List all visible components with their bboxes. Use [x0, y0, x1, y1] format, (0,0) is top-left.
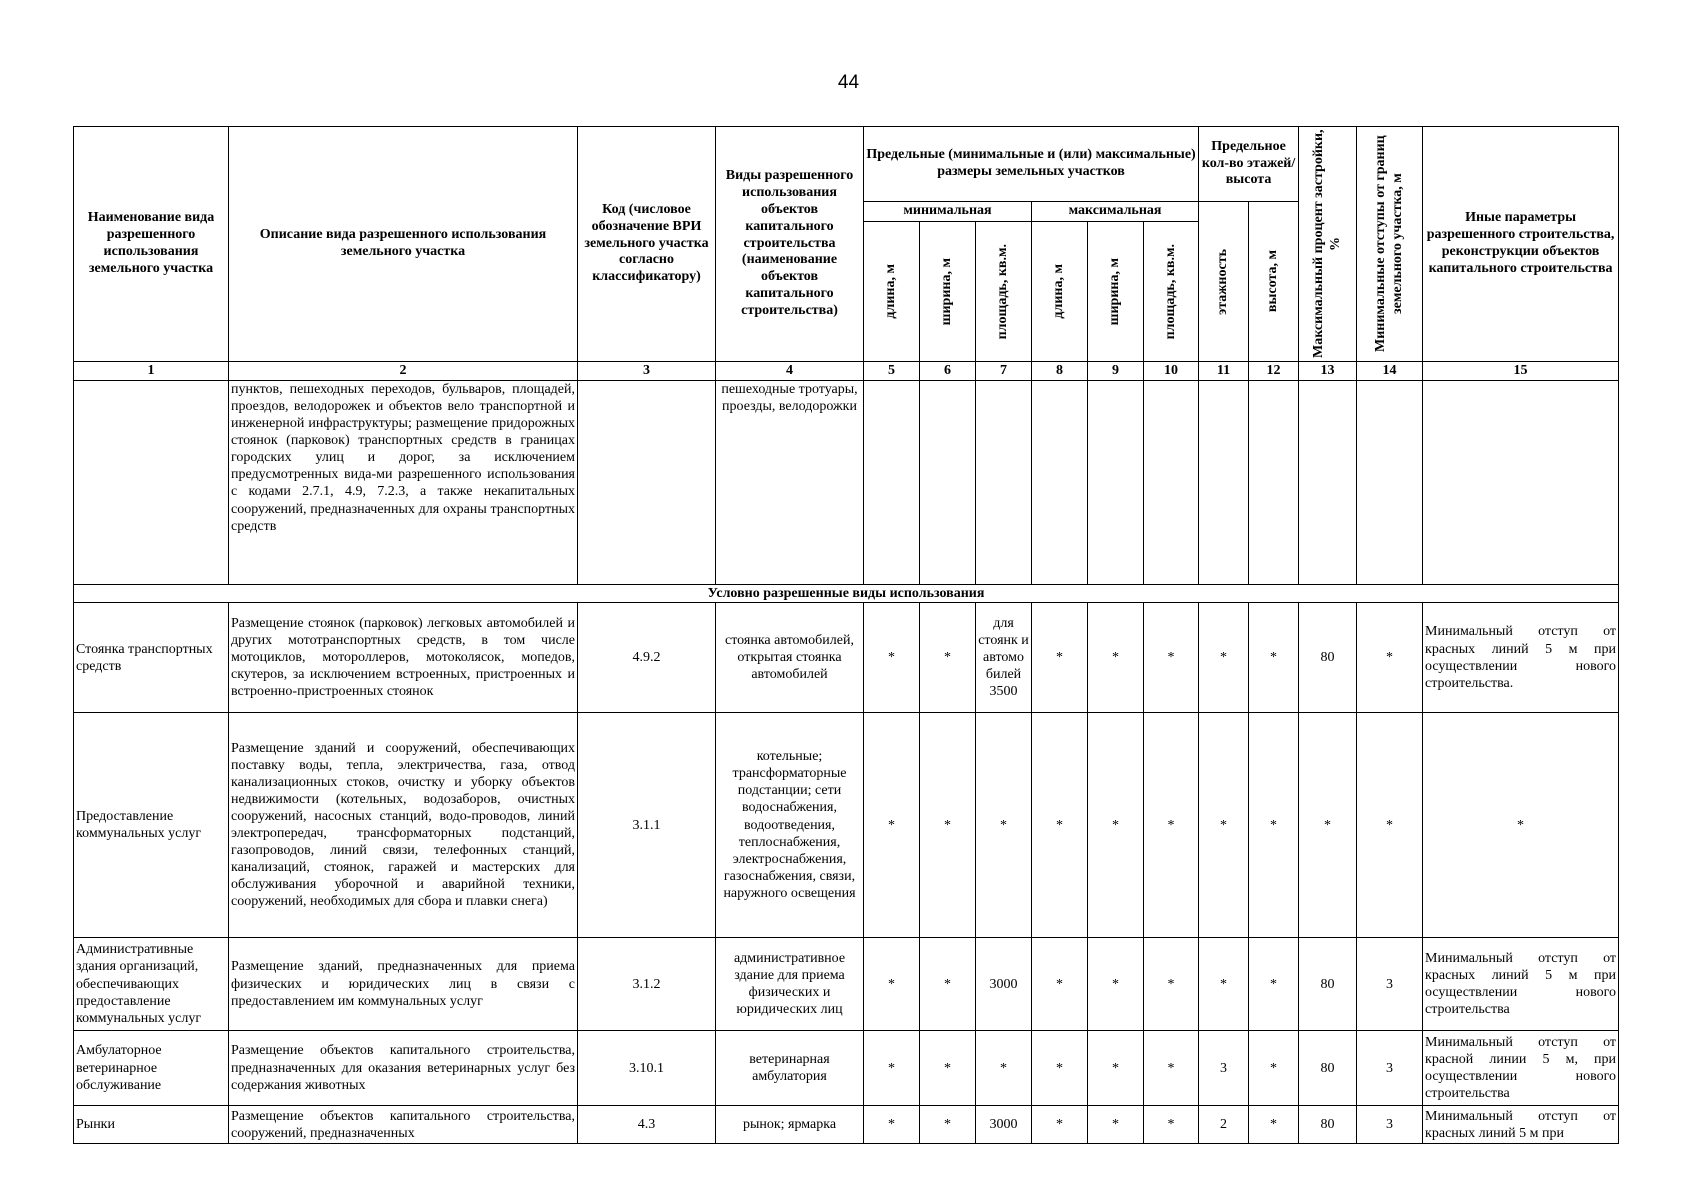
- cell-name: Амбулаторное ветеринарное обслуживание: [74, 1031, 229, 1106]
- cell-max-width: *: [1088, 713, 1144, 938]
- section-title: Условно разрешенные виды использования: [74, 585, 1619, 603]
- column-number: 14: [1357, 362, 1423, 381]
- cell-empty: [976, 381, 1032, 585]
- cell-objects: рынок; ярмарка: [716, 1106, 864, 1144]
- cell-empty: [1299, 381, 1357, 585]
- cell-min-area: *: [976, 1031, 1032, 1106]
- header-min-width-text: ширина, м: [939, 257, 955, 326]
- cell-min-width: *: [920, 713, 976, 938]
- cell-empty: [1032, 381, 1088, 585]
- column-number: 8: [1032, 362, 1088, 381]
- cell-description: Размещение объектов капитального строительства, предназначенных для оказания ветеринарных услуг без содержания животных: [229, 1031, 578, 1106]
- header-maximum: максимальная: [1032, 202, 1199, 222]
- cell-empty: [1144, 381, 1199, 585]
- cell-min-length: *: [864, 938, 920, 1031]
- cell-objects: котельные; трансформаторные подстанции; сети водоснабжения, водоотведения, теплоснабжения, электроснабжения, газоснабжения, связи, наружного освещения: [716, 713, 864, 938]
- header-minimum: минимальная: [864, 202, 1032, 222]
- cell-empty: [1088, 381, 1144, 585]
- cell-description: Размещение объектов капитального строительства, сооружений, предназначенных: [229, 1106, 578, 1144]
- cell-empty: [1199, 381, 1249, 585]
- cell-objects: стоянка автомобилей, открытая стоянка автомобилей: [716, 603, 864, 713]
- cell-empty: [864, 381, 920, 585]
- cell-height: *: [1249, 1031, 1299, 1106]
- cell-code: 4.9.2: [578, 603, 716, 713]
- cell-other-parameters: Минимальный отступ от красных линий 5 м при: [1423, 1106, 1619, 1144]
- cell-description: Размещение стоянок (парковок) легковых автомобилей и других мототранспортных средств, в том числе мотоциклов, мотороллеров, мотоколясок, мопедов, скутеров, за исключением встроенных, пристроенных и встроенно-пристроенных стоянок: [229, 603, 578, 713]
- header-plot-size-limits: Предельные (минимальные и (или) максимальные) размеры земельных участков: [864, 127, 1199, 202]
- column-number: 1: [74, 362, 229, 381]
- cell-floors: 2: [1199, 1106, 1249, 1144]
- cell-name: Административные здания организаций, обеспечивающих предоставление коммунальных услуг: [74, 938, 229, 1031]
- cell-min-width: *: [920, 603, 976, 713]
- cell-max-area: *: [1144, 603, 1199, 713]
- cell-min-length: *: [864, 603, 920, 713]
- header-height: [1249, 202, 1299, 362]
- column-number: 6: [920, 362, 976, 381]
- header-code: Код (числовое обозначение ВРИ земельного участка согласно классификатору): [578, 127, 716, 362]
- column-number: 4: [716, 362, 864, 381]
- cell-height: *: [1249, 938, 1299, 1031]
- cell-description: Размещение зданий, предназначенных для приема физических и юридических лиц в связи с предоставлением им коммунальных услуг: [229, 938, 578, 1031]
- cell-objects: административное здание для приема физических и юридических лиц: [716, 938, 864, 1031]
- cell-min-setback: 3: [1357, 938, 1423, 1031]
- cell-min-width: *: [920, 1031, 976, 1106]
- cell-code: 3.1.2: [578, 938, 716, 1031]
- cell-other-parameters: *: [1423, 713, 1619, 938]
- header-max-width: [1088, 222, 1144, 362]
- cell-floors: *: [1199, 603, 1249, 713]
- header-floors-height-limits: Предельное кол-во этажей/ высота: [1199, 127, 1299, 202]
- cell-objects: пешеходные тротуары, проезды, велодорожки: [716, 381, 864, 585]
- cell-min-setback: 3: [1357, 1106, 1423, 1144]
- cell-name: Рынки: [74, 1106, 229, 1144]
- table-row: [74, 1031, 1619, 1106]
- header-floors-text: этажность: [1215, 248, 1231, 315]
- cell-floors: 3: [1199, 1031, 1249, 1106]
- header-capital-objects: Виды разрешенного использования объектов капитального строительства (наименование объектов капитального строительства): [716, 127, 864, 362]
- cell-max-length: *: [1032, 1031, 1088, 1106]
- header-min-width: [920, 222, 976, 362]
- cell-description: Размещение зданий и сооружений, обеспечивающих поставку воды, тепла, электричества, газа, отвод канализационных стоков, очистку и уборку объектов недвижимости (котельных, водозаборов, очистных сооружений, насосных станций, водо-проводов, линий электропередач, трансформаторных подстанций, газопроводов, линий связи, телефонных станций, канализаций, стоянок, гаражей и мастерских для обслуживания уборочной и аварийной техники, сооружений, необходимых для сбора и плавки снега): [229, 713, 578, 938]
- cell-min-length: *: [864, 1106, 920, 1144]
- cell-min-width: *: [920, 938, 976, 1031]
- cell-floors: *: [1199, 938, 1249, 1031]
- cell-code: 3.1.1: [578, 713, 716, 938]
- cell-min-area: 3000: [976, 1106, 1032, 1144]
- cell-code: 3.10.1: [578, 1031, 716, 1106]
- cell-max-area: *: [1144, 713, 1199, 938]
- cell-height: *: [1249, 1106, 1299, 1144]
- column-number: 7: [976, 362, 1032, 381]
- cell-max-coverage: 80: [1299, 938, 1357, 1031]
- cell-min-length: *: [864, 1031, 920, 1106]
- cell-empty: [1249, 381, 1299, 585]
- header-max-area-text: площадь, кв.м.: [1162, 243, 1178, 340]
- cell-empty: [920, 381, 976, 585]
- section-header-row: [74, 585, 1619, 603]
- cell-min-length: *: [864, 713, 920, 938]
- header-min-setbacks: [1357, 127, 1423, 362]
- cell-code: 4.3: [578, 1106, 716, 1144]
- cell-max-length: *: [1032, 1106, 1088, 1144]
- column-number: 13: [1299, 362, 1357, 381]
- cell-name: Предоставление коммунальных услуг: [74, 713, 229, 938]
- cell-max-coverage: 80: [1299, 603, 1357, 713]
- cell-empty: [1357, 381, 1423, 585]
- cell-min-area: *: [976, 713, 1032, 938]
- cell-min-area: для стоянк и автомо билей 3500: [976, 603, 1032, 713]
- header-min-length: [864, 222, 920, 362]
- cell-other-parameters: Минимальный отступ от красных линий 5 м при осуществлении нового строительства: [1423, 938, 1619, 1031]
- header-max-length: [1032, 222, 1088, 362]
- column-number: 2: [229, 362, 578, 381]
- cell-floors: *: [1199, 713, 1249, 938]
- cell-description: пунктов, пешеходных переходов, бульваров, площадей, проездов, велодорожек и объектов вело транспортной и инженерной инфраструктуры; размещение придорожных стоянок (парковок) транспортных средств в границах городских улиц и дорог, за исключением предусмотренных вида-ми разрешенного использования с кодами 2.7.1, 4.9, 7.2.3, а также некапитальных сооружений, предназначенных для охраны транспортных средств: [229, 381, 578, 585]
- cell-min-setback: *: [1357, 713, 1423, 938]
- cell-max-width: *: [1088, 1031, 1144, 1106]
- table-row: [74, 938, 1619, 1031]
- cell-max-width: *: [1088, 603, 1144, 713]
- column-number: 3: [578, 362, 716, 381]
- column-number: 10: [1144, 362, 1199, 381]
- cell-other-parameters: Минимальный отступ от красных линий 5 м при осуществлении нового строительства.: [1423, 603, 1619, 713]
- header-other-parameters: Иные параметры разрешенного строительства, реконструкции объектов капитального строительства: [1423, 127, 1619, 362]
- cell-max-coverage: *: [1299, 713, 1357, 938]
- cell-max-coverage: 80: [1299, 1031, 1357, 1106]
- cell-max-area: *: [1144, 1031, 1199, 1106]
- table-row: [74, 713, 1619, 938]
- cell-name: [74, 381, 229, 585]
- table-row: [74, 603, 1619, 713]
- header-max-width-text: ширина, м: [1107, 257, 1123, 326]
- cell-min-width: *: [920, 1106, 976, 1144]
- header-min-setbacks-text: Минимальные отступы от границ земельного участка, м: [1372, 135, 1405, 353]
- header-land-use-name: Наименование вида разрешенного использования земельного участка: [74, 127, 229, 362]
- header-land-use-description: Описание вида разрешенного использования земельного участка: [229, 127, 578, 362]
- cell-code: [578, 381, 716, 585]
- cell-min-setback: *: [1357, 603, 1423, 713]
- column-number: 5: [864, 362, 920, 381]
- header-min-area-text: площадь, кв.м.: [995, 243, 1011, 340]
- cell-max-length: *: [1032, 938, 1088, 1031]
- header-max-coverage: [1299, 127, 1357, 362]
- cell-name: Стоянка транспортных средств: [74, 603, 229, 713]
- header-max-coverage-text: Максимальный процент застройки, %: [1310, 129, 1343, 359]
- cell-max-area: *: [1144, 938, 1199, 1031]
- cell-empty: [1423, 381, 1619, 585]
- column-number: 9: [1088, 362, 1144, 381]
- header-height-text: высота, м: [1265, 250, 1281, 313]
- land-use-regulations-table: [73, 126, 1619, 1144]
- cell-max-length: *: [1032, 603, 1088, 713]
- column-number: 15: [1423, 362, 1619, 381]
- cell-max-width: *: [1088, 1106, 1144, 1144]
- page-number: 44: [837, 72, 860, 93]
- header-max-area: [1144, 222, 1199, 362]
- column-numbers-row: [74, 362, 1619, 381]
- table-row-continuation: [74, 381, 1619, 585]
- cell-other-parameters: Минимальный отступ от красной линии 5 м, при осуществлении нового строительства: [1423, 1031, 1619, 1106]
- cell-objects: ветеринарная амбулатория: [716, 1031, 864, 1106]
- cell-max-area: *: [1144, 1106, 1199, 1144]
- column-number: 12: [1249, 362, 1299, 381]
- cell-max-length: *: [1032, 713, 1088, 938]
- cell-max-width: *: [1088, 938, 1144, 1031]
- table-row: [74, 1106, 1619, 1144]
- cell-min-setback: 3: [1357, 1031, 1423, 1106]
- cell-min-area: 3000: [976, 938, 1032, 1031]
- header-max-length-text: длина, м: [1051, 264, 1067, 319]
- header-floors: [1199, 202, 1249, 362]
- cell-height: *: [1249, 603, 1299, 713]
- column-number: 11: [1199, 362, 1249, 381]
- cell-max-coverage: 80: [1299, 1106, 1357, 1144]
- header-min-length-text: длина, м: [883, 264, 899, 319]
- cell-height: *: [1249, 713, 1299, 938]
- header-min-area: [976, 222, 1032, 362]
